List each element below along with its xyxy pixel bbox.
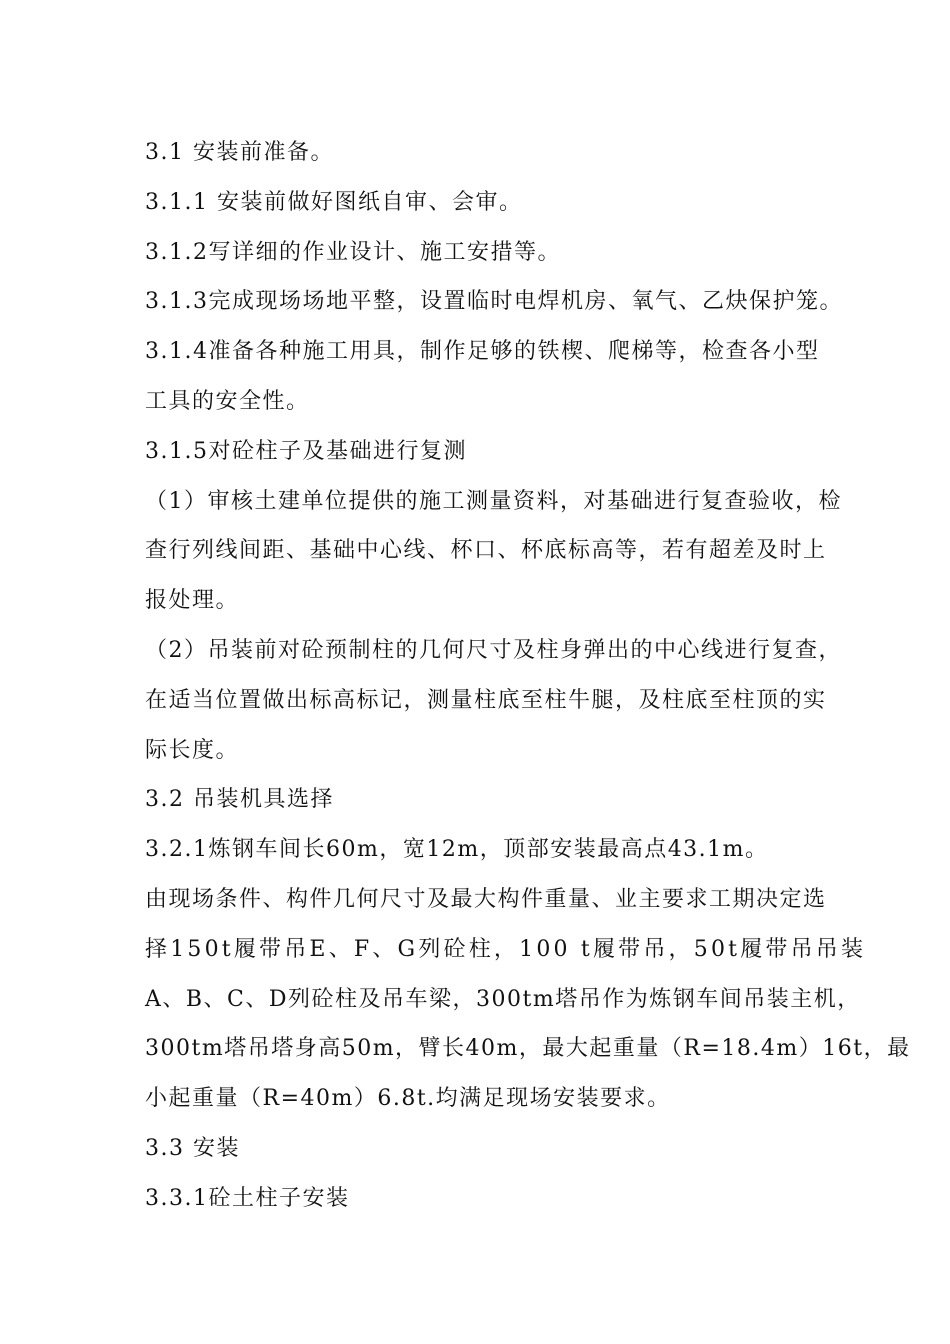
paragraph-line: 300tm塔吊塔身高50m，臂长40m，最大起重量（R=18.4m）16t，最: [145, 1036, 911, 1062]
section-heading-3-3: 3.3 安装: [145, 1135, 240, 1161]
paragraph-line: （2）吊装前对砼预制柱的几何尺寸及柱身弹出的中心线进行复查，: [145, 637, 842, 663]
paragraph-line: 择150t履带吊E、F、G列砼柱，100 t履带吊，50t履带吊吊装: [145, 936, 867, 962]
paragraph-line: 小起重量（R=40m）6.8t.均满足现场安装要求。: [145, 1086, 671, 1112]
section-heading-3-1: 3.1 安装前准备。: [145, 140, 334, 165]
document-body: [145, 128, 911, 1224]
paragraph-line: 3.1.2写详细的作业设计、施工安措等。: [145, 239, 561, 265]
paragraph-line: 3.2.1炼钢车间长60m，宽12m，顶部安装最高点43.1m。: [145, 837, 769, 863]
paragraph-line: 3.3.1砼土柱子安装: [145, 1185, 350, 1211]
paragraph-line: 查行列线间距、基础中心线、杯口、杯底标高等，若有超差及时上: [145, 538, 827, 564]
paragraph-line: 3.1.3完成现场场地平整，设置临时电焊机房、氧气、乙炔保护笼。: [145, 289, 843, 315]
paragraph-line: 在适当位置做出标高标记，测量柱底至柱牛腿，及柱底至柱顶的实: [145, 687, 827, 713]
paragraph-line: 3.1.1 安装前做好图纸自审、会审。: [145, 189, 523, 215]
paragraph-line: 3.1.5对砼柱子及基础进行复测: [145, 438, 467, 464]
paragraph-line: 3.1.4准备各种施工用具，制作足够的铁楔、爬梯等，检查各小型: [145, 339, 820, 365]
paragraph-line: 工具的安全性。: [145, 388, 310, 414]
section-heading-3-2: 3.2 吊装机具选择: [145, 787, 334, 813]
paragraph-line: A、B、C、D列砼柱及吊车梁，300tm塔吊作为炼钢车间吊装主机，: [145, 986, 861, 1012]
paragraph-line: （1）审核土建单位提供的施工测量资料，对基础进行复查验收，检: [145, 488, 842, 514]
paragraph-line: 际长度。: [145, 737, 240, 763]
paragraph-line: 由现场条件、构件几何尺寸及最大构件重量、业主要求工期决定选: [145, 886, 827, 912]
paragraph-line: 报处理。: [145, 588, 240, 614]
